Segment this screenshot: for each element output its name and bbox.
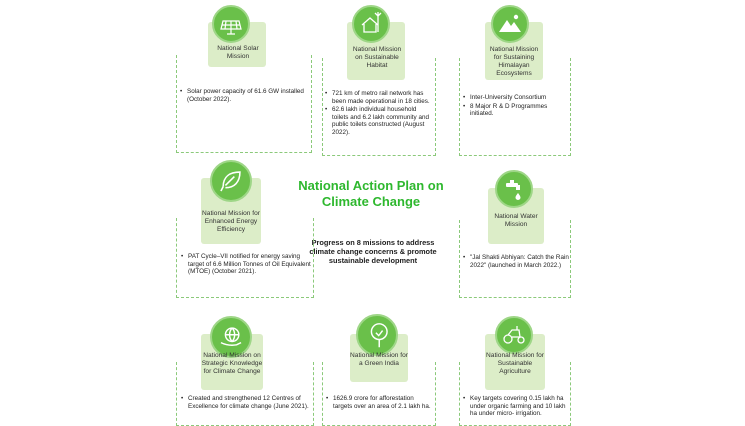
mission-title: National Mission on Sustainable Habitat [352,46,402,69]
fact-item: • PAT Cycle–VII notified for energy saving target of 6.6 Million Tonnes of Oil Equivalent (MTOE) (October 2021). [181,253,311,276]
mission-title: National Water Mission [494,213,538,228]
fact-item: • 1626.9 crore for afforestation targets over an area of 2.1 lakh ha. [326,395,434,410]
house-windmill-icon [352,5,390,43]
center-subtitle: Progress on 8 missions to address climate change concerns & promote sustainable development [309,238,437,265]
fact-item: • 8 Major R & D Programmes initiated. [463,103,569,118]
water-tap-icon [495,170,533,208]
fact-item: • Inter-University Consortium [463,94,569,102]
fact-item: • "Jal Shakti Abhiyan: Catch the Rain 2022" (launched in March 2022.) [463,254,569,269]
fact-item: • 721 km of metro rail network has been made operational in 18 cities. [325,90,433,105]
mission-title: National Mission for a Green India [350,352,408,367]
leaf-plug-icon [210,160,252,202]
center-title: National Action Plan on Climate Change [298,178,444,209]
fact-item: • 62.6 lakh individual household toilets and 6.2 lakh community and public toilets constructed (August 2022). [325,106,433,136]
fact-item: • Solar power capacity of 61.6 GW installed (October 2022). [180,88,306,103]
solar-panel-icon [212,5,250,43]
mountain-icon [491,5,529,43]
fact-item: • Key targets covering 0.15 lakh ha under organic farming and 10 lakh ha under micro- irrigation. [463,395,569,418]
mission-title: National Solar Mission [217,45,259,60]
tree-icon [356,314,398,356]
mission-title: National Mission for Sustainable Agriculture [486,352,544,375]
mission-title: National Mission for Enhanced Energy Efficiency [202,210,260,233]
fact-item: • Created and strengthened 12 Centres of Excellence for climate change (June 2021). [181,395,311,410]
mission-title: National Mission for Sustaining Himalayan Ecosystems [489,46,539,77]
tractor-icon [495,316,533,354]
mission-title: National Mission on Strategic Knowledge for Climate Change [201,352,263,375]
